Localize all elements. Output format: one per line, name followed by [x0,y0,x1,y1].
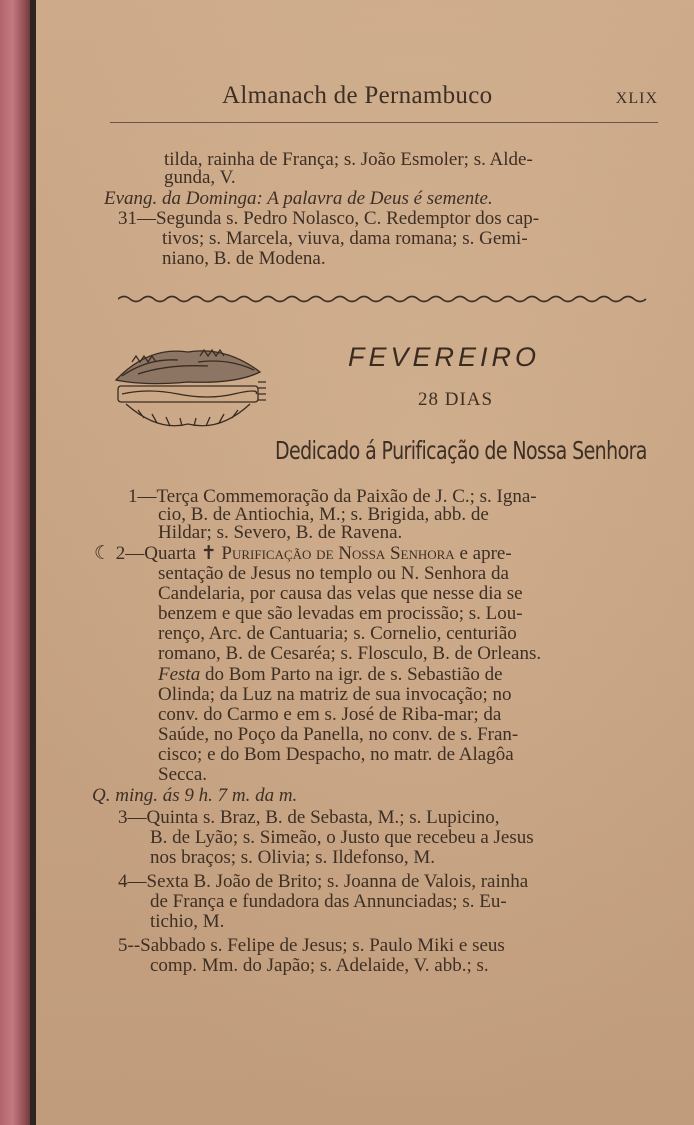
day-entry-line [94,544,512,564]
feast-title: Purificação de Nossa Senhora [221,543,455,564]
line-suffix: e apre- [454,543,512,564]
day-entry-line: renço, Arc. de Cantuaria; s. Cornelio, centurião [158,623,517,644]
month-name: FEVEREIRO [348,342,541,372]
day-entry-line: 5--Sabbado s. Felipe de Jesus; s. Paulo Miki e seus [118,935,505,956]
day-entry-line: B. de Lyão; s. Simeão, o Justo que recebeu a Jesus [150,827,534,848]
gospel-line: Evang. da Dominga: A palavra de Deus é semente. [104,188,493,209]
wavy-divider [118,292,652,306]
day-entry-line: 3—Quinta s. Braz, B. de Sebasta, M.; s. Lupicino, [118,807,500,828]
festa-label: Festa [158,664,201,685]
month-days: 28 DIAS [418,389,494,410]
month-dedication: Dedicado á Purificação de Nossa Senhora [275,437,647,466]
festa-text: do Bom Parto na igr. de s. Sebastião de [200,664,503,685]
day-entry-line: Candelaria, por causa das velas que nesse dia se [158,583,523,604]
page-title: Almanach de Pernambuco [222,82,493,109]
text-line: gunda, V. [164,167,236,188]
day-entry-line: romano, B. de Cesaréa; s. Flosculo, B. de Orleans. [158,643,542,664]
day-entry-line: 1—Terça Commemoração da Paixão de J. C.; s. Igna- [128,486,537,507]
moon-phase-line: Q. ming. ás 9 h. 7 m. da m. [92,785,298,806]
page-number: XLIX [615,90,658,107]
day-entry-line: sentação de Jesus no templo ou N. Senhora da [158,563,509,584]
day-entry-line: Hildar; s. Severo, B. de Ravena. [158,522,403,543]
day-entry-line: tichio, M. [150,911,225,932]
day-entry-line: de França e fundadora das Annunciadas; s. Eu- [150,891,507,912]
page-header [110,82,658,123]
day-entry-line [158,665,503,685]
text-line: niano, B. de Modena. [162,248,326,269]
day-entry-line: Saúde, no Poço da Panella, no conv. de s. Fran- [158,724,519,745]
month-emblem-icon [108,340,268,432]
text-line: tivos; s. Marcela, viuva, dama romana; s. Gemi- [162,228,528,249]
day-entry-line: benzem e que são levadas em procissão; s. Lou- [158,603,523,624]
text-line: tilda, rainha de França; s. João Esmoler; s. Alde- [164,149,533,170]
text-line: 31—Segunda s. Pedro Nolasco, C. Redemptor dos cap- [118,208,540,229]
day-entry-line: Secca. [158,764,208,785]
day-entry-line: Olinda; da Luz na matriz de sua invocação; no [158,684,512,705]
moon-day-prefix: ☾ 2—Quarta ✝ [94,543,222,564]
day-entry-line: conv. do Carmo e em s. José de Riba-mar; da [158,704,502,725]
day-entry-line: cisco; e do Bom Despacho, no matr. de Alagôa [158,744,514,765]
day-entry-line: cio, B. de Antiochia, M.; s. Brigida, abb. de [158,504,489,525]
day-entry-line: comp. Mm. do Japão; s. Adelaide, V. abb.; s. [150,955,489,976]
spine-edge [30,0,36,1125]
day-entry-line: 4—Sexta B. João de Brito; s. Joanna de Valois, rainha [118,871,529,892]
day-entry-line: nos braços; s. Olivia; s. Ildefonso, M. [150,847,435,868]
